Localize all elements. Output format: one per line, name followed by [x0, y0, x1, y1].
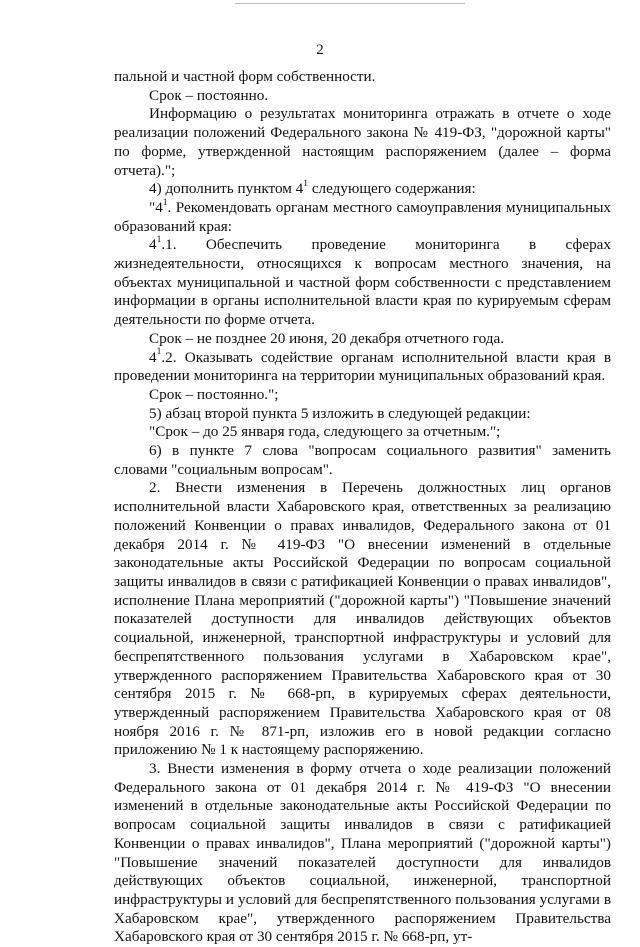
paragraph-add-item-text-end: следующего содержания:: [308, 180, 476, 198]
paragraph-deadline-june-december: Срок – не позднее 20 июня, 20 декабря отчетного года.: [149, 329, 505, 347]
paragraph-item-4-1-1-start: 4: [149, 236, 157, 254]
paragraph-recommend-start: "4: [149, 198, 163, 216]
paragraph-add-item-text: 4) дополнить пунктом 4: [149, 180, 304, 198]
paragraph-deadline-permanent: Срок – постоянно.: [149, 86, 269, 104]
superscript-mark: 1: [162, 197, 168, 208]
paragraph-item-4-1-2: [114, 349, 611, 386]
superscript-mark: 1: [156, 235, 162, 246]
superscript-mark: 1: [303, 179, 309, 190]
paragraph-section-2: 2. Внести изменения в Перечень должностных лиц органов исполнительной власти Хабаровского края, ответственных за реализацию положений Конвенции о правах инвалидов, Федерального закона от 01 декабря 2014 г. № 419-ФЗ "О внесении изменений в отдельные законодательные акты Российской Федерации по вопросам социальной защиты инвалидов в связи с ратификацией Конвенции о правах инвалидов", исполнение Плана мероприятий ("дорожной карты") "Повышение значений показателей доступности для инвалидов действующих объектов социальной, инженерной, транспортной инфраструктуры и условий для беспрепятственного пользования услугами в Хабаровском крае", утвержденного распоряжением Правительства Хабаровского края от 30 сентября 2015 г. № 668-рп, в курируемых сферах деятельности, утвержденный распоряжением Правительства Хабаровского края от 08 ноября 2016 г. № 871-рп, изложив его в новой редакции согласно приложению № 1 к настоящему распоряжению.: [114, 479, 611, 759]
paragraph-section-3: 3. Внести изменения в форму отчета о ходе реализации положений Федерального закона от 01 декабря 2014 г. № 419-ФЗ "О внесении изменений в отдельные законодательные акты Российской Федерации по вопросам социальной защиты инвалидов в связи с ратификацией Конвенции о правах инвалидов", Плана мероприятий ("дорожной карты") "Повышение значений показателей доступности для инвалидов действующих объектов социальной, инженерной, транспортной инфраструктуры и условий для беспрепятственного пользования услугами в Хабаровском крае", утвержденного распоряжением Правительства Хабаровского края от 30 сентября 2015 г. № 668-рп, ут-: [114, 760, 611, 946]
page-number: 2: [316, 42, 324, 58]
paragraph-item-6: 6) в пункте 7 слова "вопросам социального развития" заменить словами "социальным вопросам".: [114, 442, 611, 478]
paragraph-item-4-1-1: [114, 236, 611, 330]
paragraph-deadline-january: "Срок – до 25 января года, следующего за отчетным.";: [149, 423, 501, 441]
paragraph-deadline-permanent-close: Срок – постоянно.";: [149, 385, 279, 403]
paragraph-item-5: 5) абзац второй пункта 5 изложить в следующей редакции:: [149, 404, 531, 422]
top-scan-rule: [235, 3, 465, 4]
paragraph-item-4-1-1-text: .1. Обеспечить проведение мониторинга в сферах жизнедеятельности, относящихся к вопросам местного значения, на объектах муниципальной и частной форм собственности с представлением информации в органы исполнительной власти края по курируемым сферам деятельности по форме отчета.: [114, 236, 611, 329]
paragraph-item-4-1-2-start: 4: [149, 348, 157, 366]
paragraph-recommend-text: . Рекомендовать органам местного самоуправления муниципальных образований края:: [114, 198, 611, 235]
paragraph-add-item: [114, 180, 611, 199]
paragraph-recommend: [114, 199, 611, 236]
paragraph-item-4-1-2-text: .2. Оказывать содействие органам исполнительной власти края в проведении мониторинга на территории муниципальных образований края.: [114, 348, 611, 385]
paragraph-continuation: пальной и частной форм собственности.: [114, 68, 376, 85]
superscript-mark: 1: [156, 347, 162, 358]
document-body: [114, 68, 611, 947]
paragraph-report-info: Информацию о результатах мониторинга отражать в отчете о ходе реализации положений Федерального закона № 419-ФЗ, "дорожной карты" по форме, утвержденной настоящим распоряжением (далее – форма отчета).";: [114, 105, 611, 179]
